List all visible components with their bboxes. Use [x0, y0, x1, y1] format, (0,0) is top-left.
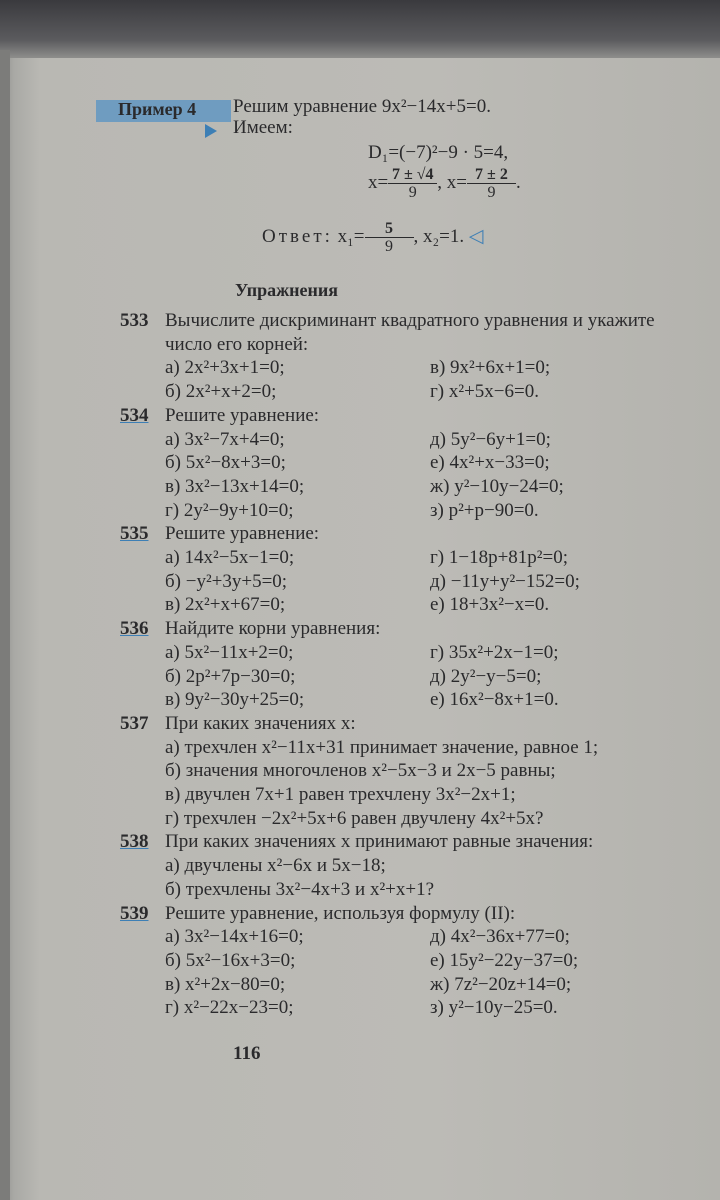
exercise-item: д) −11y+y²−152=0; [430, 570, 580, 592]
exercise-item: в) x²+2x−80=0; [165, 973, 286, 995]
exercise-item: б) 5x²−16x+3=0; [165, 949, 296, 971]
answer-x2: , x₂=1. [413, 225, 465, 247]
exercise-header [120, 617, 680, 641]
exercise-item: е) 15y²−22y−37=0; [430, 949, 579, 971]
exercise-header [120, 830, 680, 854]
exercise-item: в) 2x²+x+67=0; [165, 594, 286, 616]
exercise-items [120, 925, 680, 1020]
x-prefix: x= [368, 171, 389, 193]
exercise-number: 533 [120, 310, 149, 331]
exercise-number: 539 [120, 902, 149, 924]
exercise-535 [120, 522, 680, 617]
exercise-header [120, 309, 680, 333]
exercise-item: а) 3x²−14x+16=0; [165, 926, 304, 948]
fraction-1 [388, 166, 437, 201]
triangle-marker-icon [205, 124, 217, 138]
exercise-items [120, 546, 680, 617]
exercise-prompt-continued: число его корней: [165, 333, 309, 355]
exercise-item: а) 14x²−5x−1=0; [165, 547, 295, 569]
answer-label: Ответ: [262, 225, 333, 247]
exercise-number: 537 [120, 712, 149, 734]
exercise-items [120, 428, 680, 523]
answer-fraction [365, 220, 414, 255]
exercise-header [120, 522, 680, 546]
exercise-item: б) трехчлены 3x²−4x+3 и x²+x+1? [165, 878, 435, 900]
exercise-item: ж) y²−10y−24=0; [430, 475, 564, 497]
example-have: Имеем: [233, 117, 293, 138]
fraction-numerator: 7 ± 2 [467, 166, 516, 184]
x-separator: , x= [437, 171, 467, 193]
answer-x1: x₁= [337, 225, 365, 247]
exercise-item: д) 4x²−36x+77=0; [430, 926, 570, 948]
exercise-item: б) значения многочленов x²−5x−3 и 2x−5 равны; [165, 760, 556, 782]
exercise-prompt: При каких значениях x: [165, 712, 356, 734]
discriminant-line: D₁=(−7)²−9 · 5=4, [368, 142, 509, 163]
exercise-item: д) 5y²−6y+1=0; [430, 428, 551, 450]
exercise-533 [120, 309, 680, 404]
fraction-numerator: 7 ± √4 [388, 166, 437, 184]
exercise-534 [120, 404, 680, 523]
exercise-item: а) 3x²−7x+4=0; [165, 428, 285, 450]
exercise-number: 534 [120, 404, 149, 426]
exercise-items [120, 356, 680, 403]
exercise-prompt: Вычислите дискриминант квадратного уравнения и укажите [165, 310, 655, 331]
exercise-item: а) 2x²+3x+1=0; [165, 357, 285, 379]
exercise-items [120, 641, 680, 712]
fraction-denominator: 9 [385, 238, 393, 255]
end-of-example-icon: ◁ [468, 225, 484, 247]
roots-formula-line [368, 166, 521, 201]
exercise-item: г) трехчлен −2x²+5x+6 равен двучлену 4x²+5x? [165, 807, 544, 829]
section-title: Упражнения [235, 280, 339, 300]
answer-line [262, 220, 483, 255]
example-statement: Решим уравнение 9x²−14x+5=0. [233, 96, 491, 117]
exercise-header [120, 902, 680, 926]
end-dot: . [515, 171, 521, 193]
exercise-539 [120, 902, 680, 1021]
exercise-item: в) двучлен 7x+1 равен трехчлену 3x²−2x+1; [165, 784, 516, 806]
exercise-538 [120, 830, 680, 901]
exercise-item: е) 16x²−8x+1=0. [430, 689, 559, 711]
exercise-prompt: Решите уравнение, используя формулу (II): [165, 902, 516, 924]
exercise-header [120, 404, 680, 428]
exercise-prompt: Найдите корни уравнения: [165, 618, 381, 640]
exercise-item: з) p²+p−90=0. [430, 499, 539, 521]
exercise-item: г) 35x²+2x−1=0; [430, 641, 559, 663]
exercise-item: г) x²+5x−6=0. [430, 381, 539, 403]
exercise-item: е) 18+3x²−x=0. [430, 594, 550, 616]
exercise-item: а) трехчлен x²−11x+31 принимает значение, равное 1; [165, 736, 599, 758]
exercise-item: ж) 7z²−20z+14=0; [430, 973, 572, 995]
fraction-denominator: 9 [487, 184, 496, 201]
exercise-536 [120, 617, 680, 712]
exercise-item: з) y²−10y−25=0. [430, 997, 558, 1019]
page-edge [0, 50, 10, 1200]
exercise-item: в) 9y²−30y+25=0; [165, 689, 305, 711]
exercise-item: в) 9x²+6x+1=0; [430, 357, 551, 379]
page-number: 116 [233, 1043, 261, 1064]
exercise-number: 536 [120, 618, 149, 640]
exercise-537 [120, 712, 680, 831]
exercises-list [120, 309, 680, 1020]
background-top-dark [0, 0, 720, 58]
fraction-numerator: 5 [365, 220, 414, 238]
exercise-item: е) 4x²+x−33=0; [430, 452, 550, 474]
exercise-number: 538 [120, 831, 149, 853]
exercise-prompt: При каких значениях x принимают равные значения: [165, 831, 594, 853]
exercise-item: г) 1−18p+81p²=0; [430, 547, 568, 569]
exercise-item: б) −y²+3y+5=0; [165, 570, 288, 592]
exercise-item: б) 2x²+x+2=0; [165, 381, 277, 403]
fraction-2 [467, 166, 516, 201]
exercise-item: б) 5x²−8x+3=0; [165, 452, 286, 474]
exercise-item: д) 2y²−y−5=0; [430, 665, 542, 687]
exercise-number: 535 [120, 523, 149, 545]
exercise-item: а) двучлены x²−6x и 5x−18; [165, 855, 386, 877]
exercise-item: а) 5x²−11x+2=0; [165, 641, 294, 663]
exercise-item: в) 3x²−13x+14=0; [165, 475, 305, 497]
fraction-denominator: 9 [408, 184, 417, 201]
example-label: Пример 4 [118, 99, 197, 119]
exercise-header [120, 712, 680, 736]
exercise-prompt: Решите уравнение: [165, 523, 320, 545]
exercise-item: г) x²−22x−23=0; [165, 997, 294, 1019]
exercise-prompt: Решите уравнение: [165, 404, 320, 426]
exercise-item: б) 2p²+7p−30=0; [165, 665, 296, 687]
exercise-item: г) 2y²−9y+10=0; [165, 499, 294, 521]
